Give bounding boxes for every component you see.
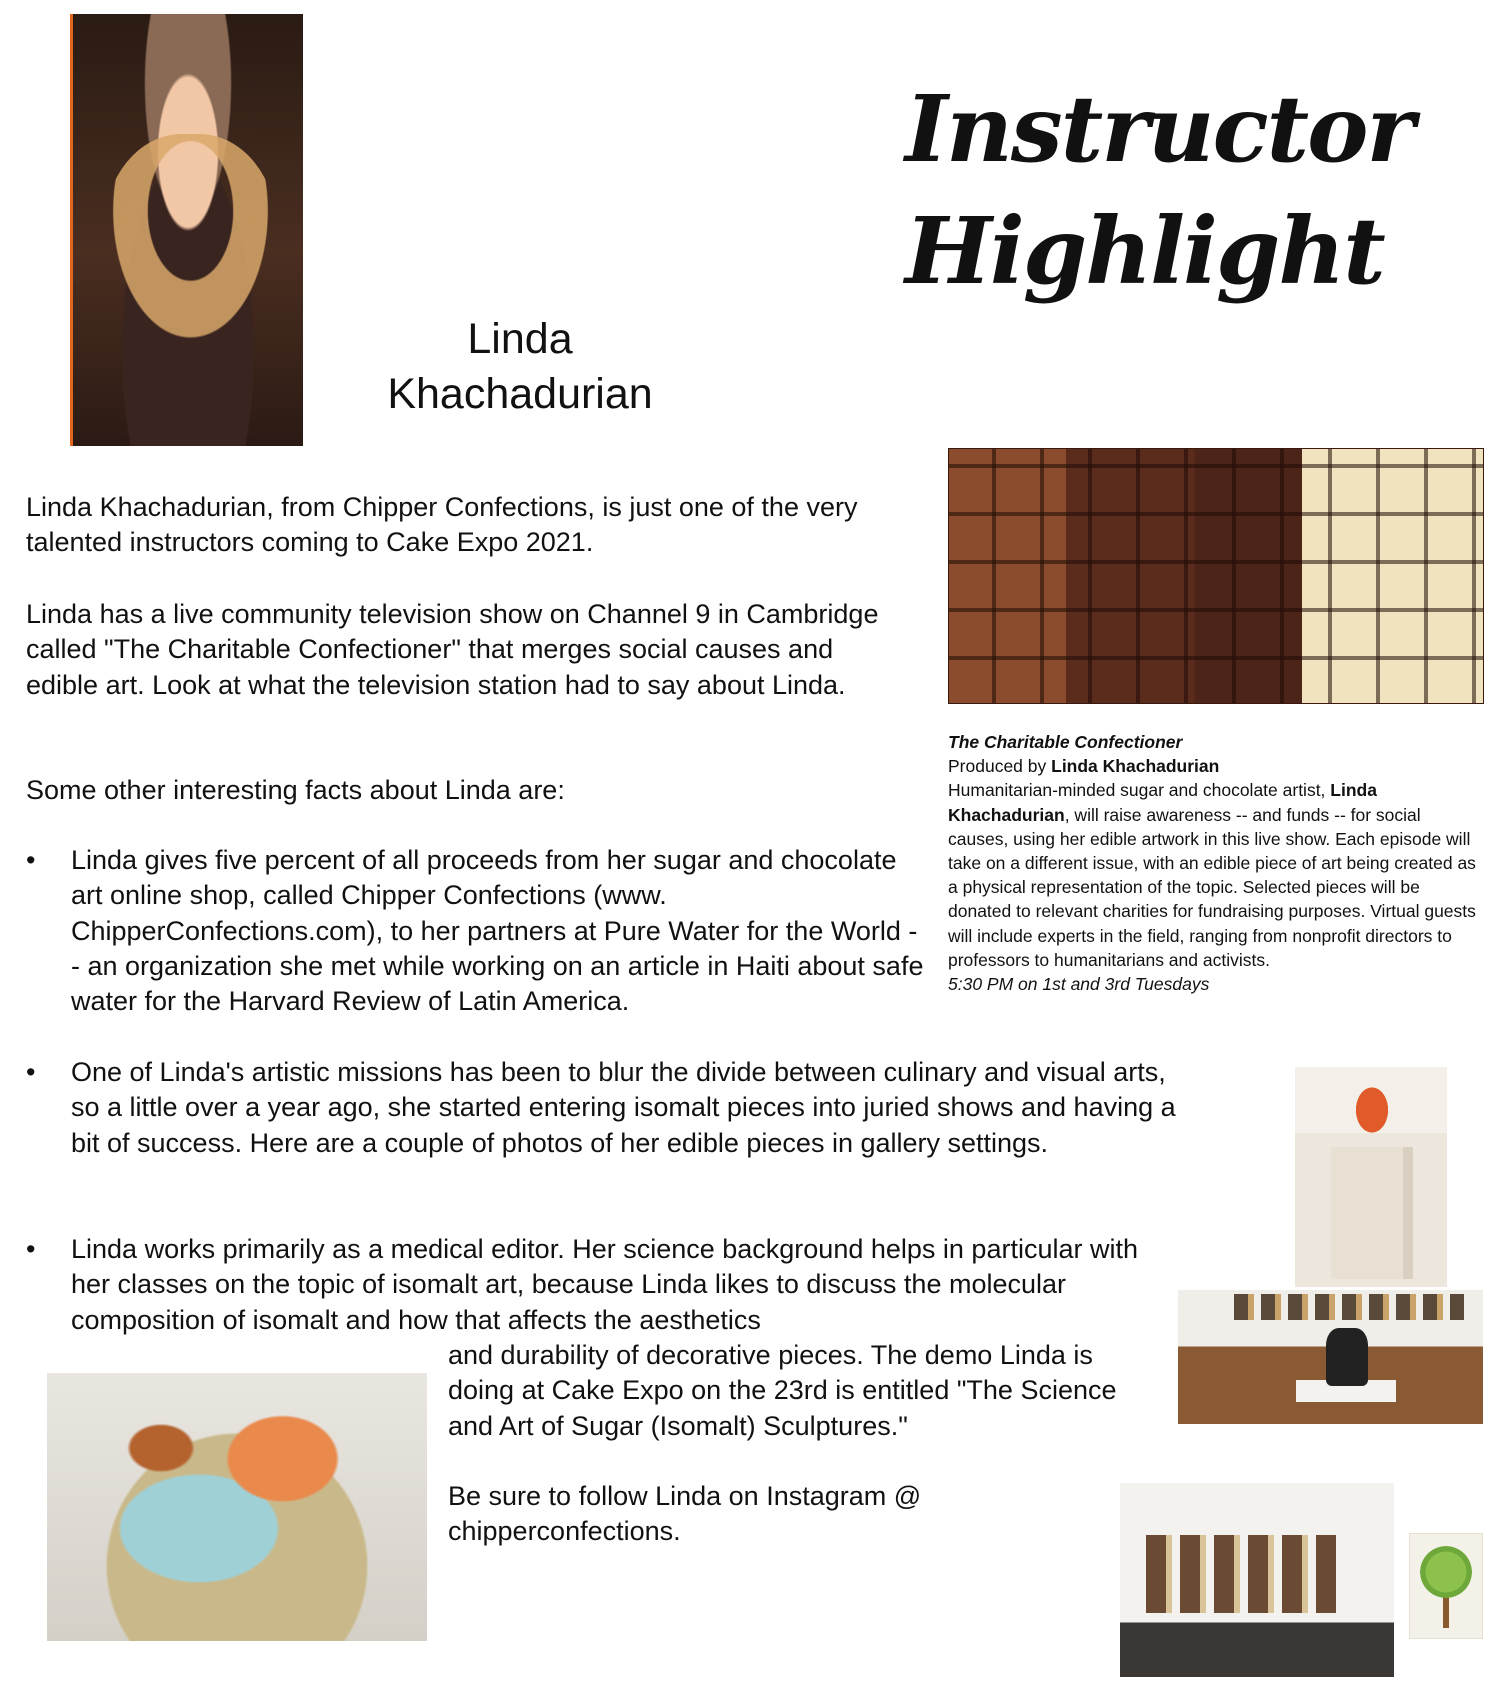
show-description-card (948, 730, 1476, 996)
sculpture-shape (1326, 1328, 1368, 1386)
bullet-dot: • (26, 1234, 36, 1264)
chocolate-bars-photo (948, 448, 1484, 704)
coral-sculpture-shape (1347, 1075, 1397, 1145)
gallery-room-photo-2 (1120, 1483, 1394, 1677)
fact-bullet-2-text: One of Linda's artistic missions has been to blur the divide between culinary and visual arts, so a little over a year ago, she started entering isomalt pieces into juried shows and having a bit of success. Here are a couple of photos of her edible pieces in gallery settings. (71, 1057, 1176, 1158)
isomalt-fish-bowl-photo (47, 1373, 427, 1641)
page-title-line2: Highlight (905, 197, 1384, 305)
gallery-wall-art-shape (1146, 1535, 1336, 1613)
gallery-frames-shape (1234, 1294, 1464, 1320)
instructor-name (340, 312, 700, 422)
portrait-hair-shape (103, 134, 278, 354)
pedestal-shape (1331, 1147, 1413, 1279)
tree-painting-photo (1410, 1534, 1482, 1638)
show-description-rest: , will raise awareness -- and funds -- for social causes, using her edible artwork in this live show. Each episode will take on a different issue, with an edible piece of art being created as a physical representation of the topic. Selected pieces will be donated to relevant charities for fundraising purposes. Virtual guests will include experts in the field, ranging from nonprofit directors to professors to humanitarians and activists. (948, 804, 1476, 970)
page-title (905, 68, 1413, 312)
produced-by-label: Produced by (948, 756, 1052, 777)
intro-paragraph-1: Linda Khachadurian, from Chipper Confections, is just one of the very talented instructors coming to Cake Expo 2021. (26, 492, 858, 558)
instructor-first-name: Linda (467, 315, 573, 363)
show-description (948, 778, 1476, 972)
intro-paragraph-3: Some other interesting facts about Linda are: (26, 775, 565, 805)
instagram-follow-text: Be sure to follow Linda on Instagram @ chipperconfections. (448, 1481, 922, 1547)
instructor-portrait-photo (70, 14, 303, 446)
show-title: The Charitable Confectioner (948, 732, 1183, 752)
bullet-dot: • (26, 845, 36, 875)
show-schedule: 5:30 PM on 1st and 3rd Tuesdays (948, 974, 1210, 995)
fact-bullet-1-text: Linda gives five percent of all proceeds from her sugar and chocolate art online shop, called Chipper Confections (www. ChipperConfections.com), to her partners at Pure Water for the World -- an organization she met while working on an article in Haiti about safe water for the Harvard Review of Latin America. (71, 845, 924, 1017)
fact-bullet-3-text: Linda works primarily as a medical editor. Her science background helps in particular with her classes on the topic of isomalt art, because Linda likes to discuss the molecular composition of isomalt and how that affects the aesthetics (71, 1234, 1138, 1335)
show-description-prefix: Humanitarian-minded sugar and chocolate artist, (948, 780, 1331, 801)
coral-sculpture-pedestal-photo (1295, 1067, 1447, 1287)
gallery-room-photo-1 (1178, 1290, 1483, 1424)
intro-paragraph-2: Linda has a live community television show on Channel 9 in Cambridge called "The Charitable Confectioner" that merges social causes and edible art. Look at what the television station had to say about Linda. (26, 599, 879, 700)
instructor-last-name: Khachadurian (387, 370, 653, 418)
producer-name: Linda Khachadurian (1051, 756, 1220, 777)
page-title-line1: Instructor (905, 75, 1413, 183)
show-producer-line (948, 754, 1476, 778)
show-description-name: Linda Khachadurian (948, 780, 1377, 825)
fact-bullet-3-continuation: and durability of decorative pieces. The demo Linda is doing at Cake Expo on the 23rd is entitled "The Science and Art of Sugar (Isomalt) Sculptures." (448, 1340, 1117, 1441)
tree-leaves-shape (1420, 1546, 1472, 1598)
bullet-dot: • (26, 1057, 36, 1087)
